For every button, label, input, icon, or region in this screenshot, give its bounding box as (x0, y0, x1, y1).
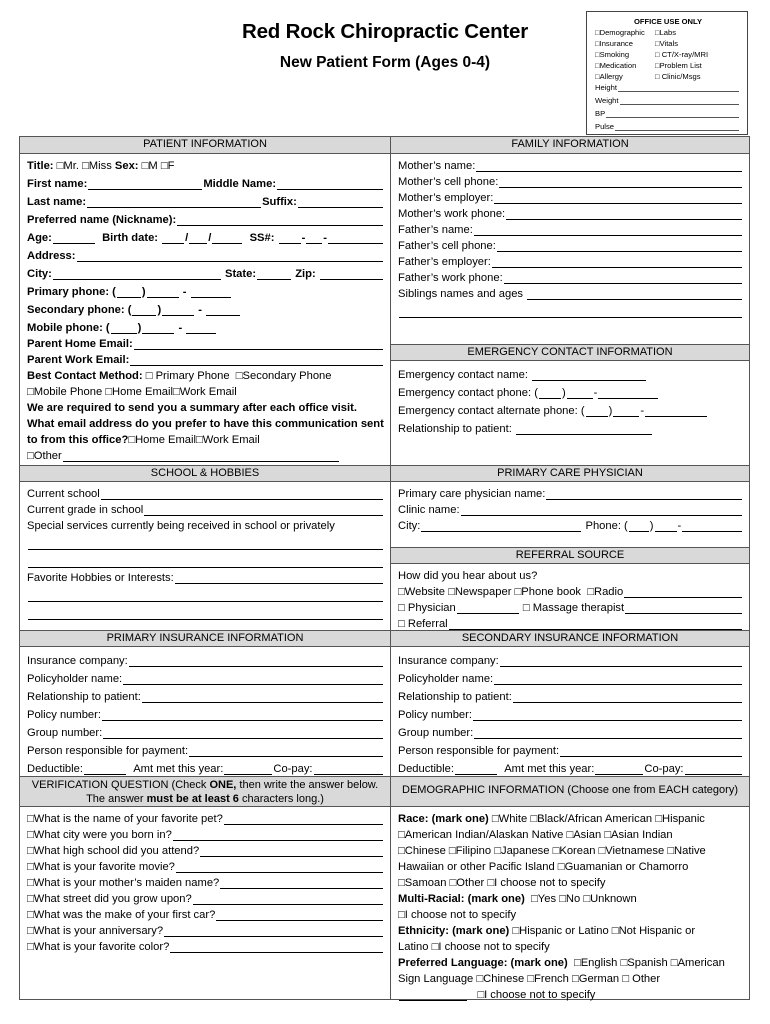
policy2-number-label: Policy number: (398, 709, 472, 721)
language-label: Preferred Language (398, 957, 504, 969)
pcp-name-field[interactable] (546, 490, 742, 500)
verification-answer[interactable] (216, 911, 383, 921)
policyholder-field[interactable] (123, 675, 383, 685)
current-grade-label: Current grade in school (27, 504, 144, 516)
verification-question[interactable]: □What high school did you attend? (27, 845, 200, 857)
family-label: Mother’s cell phone: (398, 176, 499, 188)
verification-header-text: VERIFICATION QUESTION (Check (31, 779, 210, 791)
referral-phonebook-checkbox[interactable]: □Phone book (514, 586, 582, 598)
verification-answer[interactable] (164, 927, 383, 937)
multi-racial-label: Multi-Racial: (mark one) (398, 893, 525, 905)
address-label: Address: (27, 250, 76, 262)
mobile-phone-label: Mobile phone: (27, 322, 103, 334)
family-label: Mother’s work phone: (398, 208, 506, 220)
copay-label: Co-pay: (273, 763, 313, 775)
office-field-label: Height (595, 83, 617, 92)
family-label: Father’s work phone: (398, 272, 503, 284)
verification-header-text: then write the answer below. (236, 779, 379, 791)
hobbies-line[interactable] (28, 592, 383, 602)
pcp-phone-line[interactable] (682, 522, 742, 532)
relationship-label: Relationship to patient: (27, 691, 141, 703)
secondary-insurance-section (391, 630, 749, 776)
parent-home-email-label: Parent Home Email: (27, 338, 133, 350)
emergency-name-label: Emergency contact name: (398, 369, 528, 381)
referral-physician-field[interactable] (457, 604, 519, 614)
referral-section (391, 547, 749, 630)
ss-field-1[interactable] (279, 234, 301, 244)
last-name-field[interactable] (87, 198, 261, 208)
secondary-phone-area[interactable] (132, 306, 156, 316)
demographic-section (391, 776, 749, 1001)
family-label: Siblings names and ages (398, 288, 524, 300)
referral-header: REFERRAL SOURCE (391, 547, 749, 564)
emergency-name-field[interactable] (532, 371, 646, 381)
language-other-field[interactable] (399, 991, 467, 1001)
multi-racial-options[interactable]: □Yes □No □Unknown (531, 893, 637, 905)
ethnicity-label: Ethnicity: (mark one) (398, 925, 510, 937)
city-field[interactable] (53, 270, 221, 280)
middle-name-label: Middle Name: (203, 178, 277, 190)
deductible-field[interactable] (84, 765, 126, 775)
group2-number-label: Group number: (398, 727, 474, 739)
verification-header (20, 776, 390, 807)
emergency-alt-area[interactable] (586, 407, 608, 417)
patient-form (19, 136, 750, 1000)
miss-checkbox[interactable]: □Miss (82, 160, 112, 172)
office-check[interactable]: □Medication (595, 61, 637, 70)
office-field-line[interactable] (615, 121, 739, 131)
primary-insurance-header: PRIMARY INSURANCE INFORMATION (20, 630, 390, 647)
referral-question: How did you hear about us? (398, 570, 538, 582)
ins-company-field[interactable] (129, 657, 383, 667)
family-section (391, 137, 749, 344)
emergency-header: EMERGENCY CONTACT INFORMATION (391, 344, 749, 361)
deductible2-label: Deductible: (398, 763, 454, 775)
family-field[interactable] (476, 162, 742, 172)
primary-phone-area[interactable] (117, 288, 141, 298)
office-use-title: OFFICE USE ONLY (633, 17, 703, 26)
ins2-company-label: Insurance company: (398, 655, 499, 667)
emergency-phone-line[interactable] (598, 389, 658, 399)
state-label: State: (224, 268, 257, 280)
contact-secondary-checkbox[interactable]: □Secondary Phone (235, 370, 332, 382)
office-check[interactable]: □Problem List (655, 61, 702, 70)
emergency-section: EMERGENCY CONTACT INFORMATION Emergency contact name: Emergency contact phone: ( ) - Emergency contact alternate phone: ( ) - Relationship to patient: (391, 344, 749, 465)
contact-work-email-checkbox[interactable]: □Work Email (172, 386, 237, 398)
referral-newspaper-checkbox[interactable]: □Newspaper (448, 586, 512, 598)
verification-question[interactable]: □What is your mother’s maiden name? (27, 877, 220, 889)
office-check[interactable]: □ CT/X-ray/MRI (655, 50, 709, 59)
first-name-field[interactable] (88, 180, 202, 190)
school-header: SCHOOL & HOBBIES (20, 465, 390, 482)
policy2-number-field[interactable] (473, 711, 742, 721)
referral-massage-checkbox[interactable]: □ Massage therapist (522, 602, 625, 614)
mr-checkbox[interactable]: □Mr. (56, 160, 79, 172)
verification-question[interactable]: □What is your anniversary? (27, 925, 164, 937)
responsible2-field[interactable] (560, 747, 742, 757)
family-field[interactable] (497, 242, 742, 252)
pcp-city-label: City: (398, 520, 421, 532)
verification-header-text: The answer (86, 793, 147, 805)
race-options[interactable]: □American Indian/Alaskan Native □Asian □Asian Indian (398, 829, 673, 841)
emergency-alt-prefix[interactable] (613, 407, 639, 417)
siblings-line[interactable] (399, 308, 742, 318)
family-field[interactable] (527, 290, 742, 300)
verification-section (20, 776, 390, 1001)
policy-number-label: Policy number: (27, 709, 101, 721)
birth-month-field[interactable] (162, 234, 184, 244)
responsible2-label: Person responsible for payment: (398, 745, 560, 757)
ss-field-2[interactable] (306, 234, 322, 244)
contact-mobile-checkbox[interactable]: □Mobile Phone (27, 386, 103, 398)
amt-met2-field[interactable] (595, 765, 643, 775)
verification-question[interactable]: □What is your favorite color? (27, 941, 170, 953)
office-field-line[interactable] (606, 108, 739, 118)
verification-question[interactable]: □What street did you grow upon? (27, 893, 192, 905)
ethnicity-options[interactable]: Latino □I choose not to specify (398, 941, 550, 953)
ins-company-label: Insurance company: (27, 655, 128, 667)
family-label: Father’s employer: (398, 256, 491, 268)
office-check[interactable]: □Smoking (595, 50, 630, 59)
language-options[interactable]: □I choose not to specify (477, 989, 596, 1001)
birth-year-field[interactable] (212, 234, 242, 244)
title-label: Title: (27, 160, 54, 172)
mobile-phone-area[interactable] (111, 324, 137, 334)
hobbies-line[interactable] (28, 610, 383, 620)
race-options[interactable]: □White □Black/African American □Hispanic (491, 813, 705, 825)
email-question-line1: What email address do you prefer to have this communication sent (27, 418, 384, 430)
race-options[interactable]: □Samoan □Other □I choose not to specify (398, 877, 606, 889)
family-label: Mother’s name: (398, 160, 476, 172)
language-mark: : (mark one) (503, 957, 568, 969)
verification-answer[interactable] (176, 863, 383, 873)
office-check[interactable]: □Labs (655, 28, 677, 37)
summary-other-checkbox[interactable]: □Other (27, 450, 62, 462)
pcp-city-field[interactable] (421, 522, 581, 532)
relationship-field[interactable] (142, 693, 383, 703)
ethnicity-options[interactable]: □Hispanic or Latino □Not Hispanic or (512, 925, 696, 937)
group-number-label: Group number: (27, 727, 103, 739)
office-check[interactable]: □Vitals (655, 39, 679, 48)
school-section (20, 465, 390, 630)
family-field[interactable] (474, 226, 742, 236)
verification-question[interactable]: □What city were you born in? (27, 829, 172, 841)
email-question-line2: to from this office? (27, 434, 129, 446)
suffix-field[interactable] (298, 198, 383, 208)
responsible-label: Person responsible for payment: (27, 745, 189, 757)
age-field[interactable] (53, 234, 95, 244)
first-name-label: First name: (27, 178, 88, 190)
best-contact-label: Best Contact Method: (27, 370, 143, 382)
copay2-field[interactable] (685, 765, 742, 775)
clinic-name-label: Clinic name: (398, 504, 460, 516)
clinic-name-field[interactable] (461, 506, 742, 516)
office-check[interactable]: □ Clinic/Msgs (655, 72, 701, 81)
verification-answer[interactable] (170, 943, 383, 953)
verification-answer[interactable] (193, 895, 383, 905)
verification-answer[interactable] (173, 831, 383, 841)
pcp-name-label: Primary care physician name: (398, 488, 546, 500)
address-field[interactable] (77, 252, 384, 262)
parent-work-email-label: Parent Work Email: (27, 354, 130, 366)
birth-day-field[interactable] (189, 234, 207, 244)
office-field-label: BP (595, 109, 606, 118)
relationship2-label: Relationship to patient: (398, 691, 512, 703)
secondary-insurance-header: SECONDARY INSURANCE INFORMATION (391, 630, 749, 647)
special-services-line[interactable] (28, 558, 383, 568)
race-mark: : (mark one) (424, 813, 489, 825)
family-label: Father’s cell phone: (398, 240, 496, 252)
group2-number-field[interactable] (474, 729, 742, 739)
nickname-label: Preferred name (Nickname): (27, 214, 177, 226)
office-use-box (586, 11, 748, 135)
amt-met2-label: Amt met this year: (504, 763, 595, 775)
parent-home-email-field[interactable] (134, 340, 383, 350)
referral-physician-checkbox[interactable]: □ Physician (398, 602, 456, 614)
referral-website-checkbox[interactable]: □Website (398, 586, 445, 598)
zip-label: Zip: (295, 268, 316, 280)
city-label: City: (27, 268, 52, 280)
copay2-label: Co-pay: (644, 763, 684, 775)
current-school-field[interactable] (101, 490, 383, 500)
secondary-phone-prefix[interactable] (162, 306, 194, 316)
suffix-label: Suffix: (262, 196, 297, 208)
summary-home-email-checkbox[interactable]: □Home Email (128, 434, 196, 446)
relationship2-field[interactable] (513, 693, 742, 703)
referral-massage-field[interactable] (625, 604, 742, 614)
family-field[interactable] (492, 258, 742, 268)
verification-answer[interactable] (200, 847, 383, 857)
current-grade-field[interactable] (144, 506, 383, 516)
deductible-label: Deductible: (27, 763, 83, 775)
verification-question[interactable]: □What was the make of your first car? (27, 909, 216, 921)
amt-met-label: Amt met this year: (133, 763, 224, 775)
primary-phone-label: Primary phone: (27, 286, 110, 298)
secondary-phone-label: Secondary phone: (27, 304, 125, 316)
other-email-field[interactable] (63, 452, 339, 462)
page-subtitle: New Patient Form (Ages 0-4) (279, 54, 491, 71)
race-label: Race (398, 813, 425, 825)
responsible-field[interactable] (189, 747, 383, 757)
ss-label: SS#: (249, 232, 275, 244)
female-checkbox[interactable]: □F (160, 160, 175, 172)
family-field[interactable] (499, 178, 742, 188)
copay-field[interactable] (314, 765, 383, 775)
summary-work-email-checkbox[interactable]: □Work Email (196, 434, 260, 446)
race-options[interactable]: Hawaiian or other Pacific Island □Guamanian or Chamorro (398, 861, 689, 873)
office-field-line[interactable] (620, 95, 740, 105)
emergency-alt-label: Emergency contact alternate phone: (398, 405, 578, 417)
multi-racial-options[interactable]: □I choose not to specify (398, 909, 517, 921)
age-label: Age: (27, 232, 52, 244)
language-options[interactable]: □English □Spanish □American (573, 957, 725, 969)
special-services-label: Special services currently being received in school or privately (27, 520, 335, 532)
page-title: Red Rock Chiropractic Center (241, 20, 529, 43)
office-check[interactable]: □Demographic (595, 28, 645, 37)
special-services-line[interactable] (28, 540, 383, 550)
verification-question[interactable]: □What is your favorite movie? (27, 861, 175, 873)
pcp-phone-label: Phone: (585, 520, 621, 532)
hobbies-label: Favorite Hobbies or Interests: (27, 572, 174, 584)
summary-note: We are required to send you a summary after each office visit. (27, 402, 357, 414)
last-name-label: Last name: (27, 196, 87, 208)
emergency-phone-area[interactable] (539, 389, 561, 399)
family-header: FAMILY INFORMATION (391, 137, 749, 154)
group-number-field[interactable] (103, 729, 383, 739)
contact-home-email-checkbox[interactable]: □Home Email (105, 386, 173, 398)
contact-primary-checkbox[interactable]: □ Primary Phone (145, 370, 230, 382)
pcp-section: PRIMARY CARE PHYSICIAN Primary care physician name: Clinic name: City: Phone: ( ) - (391, 465, 749, 547)
primary-insurance-section (20, 630, 390, 776)
zip-field[interactable] (320, 270, 383, 280)
nickname-field[interactable] (177, 216, 383, 226)
policyholder2-label: Policyholder name: (398, 673, 494, 685)
office-field-line[interactable] (618, 82, 739, 92)
mobile-phone-prefix[interactable] (142, 324, 174, 334)
policy-number-field[interactable] (102, 711, 383, 721)
amt-met-field[interactable] (224, 765, 272, 775)
emergency-phone-prefix[interactable] (567, 389, 593, 399)
male-checkbox[interactable]: □M (141, 160, 158, 172)
pcp-phone-area[interactable] (629, 522, 649, 532)
state-field[interactable] (257, 270, 291, 280)
pcp-header: PRIMARY CARE PHYSICIAN (391, 465, 749, 482)
referral-referral-checkbox[interactable]: □ Referral (398, 618, 448, 630)
verification-header-text: characters long.) (238, 793, 324, 805)
verification-header-one: ONE, (209, 779, 237, 791)
verification-answer[interactable] (224, 815, 383, 825)
ss-field-3[interactable] (328, 234, 383, 244)
family-field[interactable] (506, 210, 742, 220)
referral-radio-field[interactable] (624, 588, 742, 598)
verification-answer[interactable] (220, 879, 383, 889)
emergency-phone-label: Emergency contact phone: (398, 387, 532, 399)
demographic-header: DEMOGRAPHIC INFORMATION (Choose one from EACH category) (391, 776, 749, 807)
patient-info-header: PATIENT INFORMATION (20, 137, 390, 154)
parent-work-email-field[interactable] (130, 356, 383, 366)
primary-phone-line[interactable] (191, 288, 231, 298)
sex-label: Sex: (114, 160, 139, 172)
deductible2-field[interactable] (455, 765, 497, 775)
office-field-label: Pulse (595, 122, 614, 131)
referral-referral-field[interactable] (449, 620, 742, 630)
emergency-relationship-field[interactable] (516, 425, 652, 435)
family-label: Mother’s employer: (398, 192, 494, 204)
policyholder2-field[interactable] (494, 675, 742, 685)
current-school-label: Current school (27, 488, 100, 500)
verification-header-min: must be at least 6 (146, 793, 239, 805)
right-column (391, 137, 749, 999)
primary-phone-prefix[interactable] (147, 288, 179, 298)
race-options[interactable]: □Chinese □Filipino □Japanese □Korean □Vietnamese □Native (398, 845, 706, 857)
office-field-label: Weight (595, 96, 619, 105)
hobbies-field[interactable] (175, 574, 383, 584)
family-label: Father’s name: (398, 224, 473, 236)
language-options[interactable]: Sign Language □Chinese □French □German □ Other (398, 973, 661, 985)
referral-radio-checkbox[interactable]: □Radio (587, 586, 624, 598)
pcp-phone-prefix[interactable] (655, 522, 677, 532)
family-field[interactable] (504, 274, 742, 284)
patient-info-section: PATIENT INFORMATION Title: □Mr. □Miss Sex: □M □F First name: Middle Name: Last name: Suffix: Preferred name (Nickname): Age: Birth date: / / SS#: - - Address: City: State: Zip: Primary phone: ( ) - Secondary phone: ( ) - Mobile phone: ( ) - Parent Home Email: Parent Work Email: Best Contact Method: □ Primary Phone □Secondary Phone □Mobile Phone □Home Email □Work Email We are required to send you a summary after each office visit. What email address do you prefer to have this communication sent to from this office? □Home Email □Work Email □Other (20, 137, 390, 465)
secondary-phone-line[interactable] (206, 306, 240, 316)
policyholder-label: Policyholder name: (27, 673, 123, 685)
middle-name-field[interactable] (277, 180, 383, 190)
mobile-phone-line[interactable] (186, 324, 216, 334)
birth-date-label: Birth date: (102, 232, 159, 244)
office-check[interactable]: □Allergy (595, 72, 623, 81)
emergency-relationship-label: Relationship to patient: (398, 423, 512, 435)
family-field[interactable] (494, 194, 742, 204)
office-check[interactable]: □Insurance (595, 39, 633, 48)
ins2-company-field[interactable] (500, 657, 742, 667)
verification-question[interactable]: □What is the name of your favorite pet? (27, 813, 223, 825)
emergency-alt-line[interactable] (645, 407, 707, 417)
left-column (20, 137, 391, 999)
